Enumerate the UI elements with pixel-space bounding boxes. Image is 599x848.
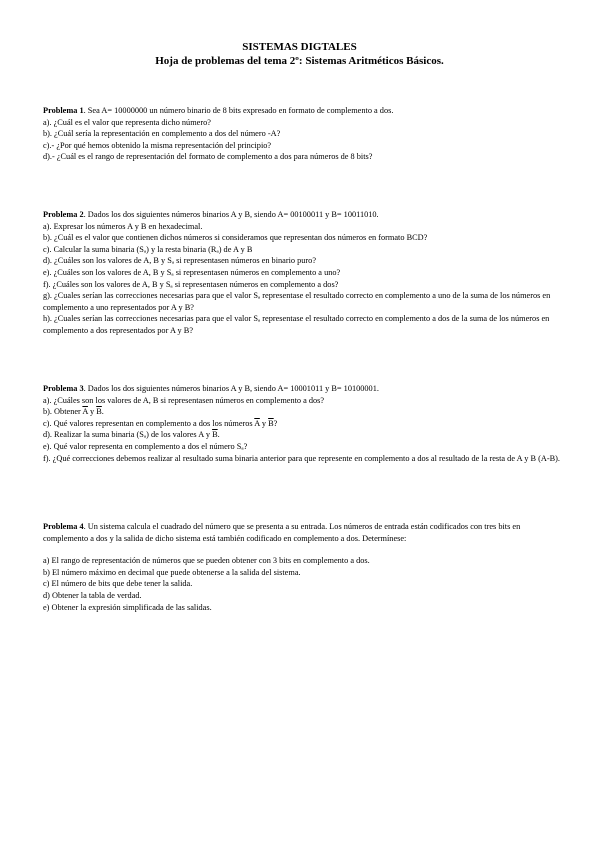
problem-3-item-e: e). Qué valor representa en complemento a dos el número Sₐ? [43,441,248,451]
problem-4 [43,521,563,613]
problem-4-item-a: a) El rango de representación de números que se pueden obtener con 3 bits en complemento a dos. [43,556,370,566]
problem-3 [43,383,563,464]
document-header [0,40,599,68]
problem-3-item-d-text: d). Realizar la suma binaria (Sₐ) de los valores A y [43,430,213,440]
problem-3-item-d [43,429,563,441]
problem-2-item-h: h). ¿Cuales serían las correcciones necesarias para que el valor Sₐ representase el resultado correcto en complemento a dos de la suma de los números en complemento a dos representados por A y B? [43,314,550,335]
problem-1-intro [43,105,563,117]
problem-1-intro-text: . Sea A= 10000000 un número binario de 8 bits expresado en formato de complemento a dos. [83,106,394,115]
problem-1-item-a: a). ¿Cuál es el valor que representa dicho número? [43,117,211,127]
problem-1-item-b: b). ¿Cuál sería la representación en complemento a dos del número -A? [43,129,281,139]
problem-4-label: Problema 4 [43,522,84,531]
punctuation: . [217,430,220,440]
problem-3-label: Problema 3 [43,384,84,393]
document-title: SISTEMAS DIGTALES [242,41,357,53]
problem-2-intro-text: . Dados los dos siguientes números binarios A y B, siendo A= 00100011 y B= 10011010. [83,210,379,219]
problem-2-item-c: c). Calcular la suma binaria (Sₐ) y la resta binaria (Rₐ) de A y B [43,244,253,254]
negated-b: $\overline{B}$ [212,430,218,440]
negated-b: $\overline{B}$ [96,407,102,417]
problem-4-item-c: c) El número de bits que debe tener la salida. [43,579,193,589]
negated-b: $\overline{B}$ [268,418,274,428]
problem-3-item-b [43,406,563,418]
problem-3-item-c [43,418,563,430]
problem-2-intro [43,209,563,221]
problem-1-item-d: d).- ¿Cuál es el rango de representación del formato de complemento a dos para números de 8 bits? [43,152,373,162]
problem-2-item-b: b). ¿Cuál es el valor que contienen dichos números si consideramos que representan dos números en formato BCD? [43,233,428,243]
problem-1-item-c: c).- ¿Por qué hemos obtenido la misma representación del principio? [43,140,272,150]
conjunction: y [87,407,97,417]
problem-4-intro [43,521,563,544]
problem-2 [43,209,563,337]
problem-3-item-b-text: b). Obtener [43,407,83,417]
problem-1-label: Problema 1 [43,106,84,115]
negated-a: $\overline{A}$ [254,418,260,428]
problem-1 [43,105,563,163]
problem-3-item-a: a). ¿Cuáles son los valores de A, B si representasen números en complemento a dos? [43,395,325,405]
punctuation: ? [273,418,278,428]
problem-3-item-c-text: c). Qué valores representan en complemento a dos los números [43,418,255,428]
problem-2-item-d: d). ¿Cuáles son los valores de A, B y Sₐ si representasen números en binario puro? [43,256,317,266]
problem-4-intro-text: . Un sistema calcula el cuadrado del número que se presenta a su entrada. Los números de entrada están codificados con tres bits en complemento a dos y la salida de dicho sistema está también codificado en complemento a dos. Determínese: [43,522,521,543]
document-subtitle: Hoja de problemas del tema 2º: Sistemas Aritméticos Básicos. [155,55,444,67]
problem-2-label: Problema 2 [43,210,84,219]
problem-3-intro-text: . Dados los dos siguientes números binarios A y B, siendo A= 10001011 y B= 10100001. [83,384,379,393]
problem-3-intro [43,383,563,395]
problem-4-item-b: b) El número máximo en decimal que puede obtenerse a la salida del sistema. [43,567,301,577]
problem-3-item-f: f). ¿Qué correcciones debemos realizar al resultado suma binaria anterior para que represente en complemento a dos al resultado de la resta de A y B (A-B). [43,453,560,463]
problem-4-item-e: e) Obtener la expresión simplificada de las salidas. [43,602,212,612]
negated-a: $\overline{A}$ [82,407,88,417]
punctuation: . [101,407,104,417]
problem-2-item-e: e). ¿Cuáles son los valores de A, B y Sₐ si representasen números en complemento a uno? [43,267,341,277]
problem-2-item-f: f). ¿Cuáles son los valores de A, B y Sₐ si representasen números en complemento a dos? [43,279,339,289]
problem-2-item-g: g). ¿Cuales serían las correcciones necesarias para que el valor Sₐ representase el resultado correcto en complemento a uno de la suma de los números en complemento a uno representados por A y B? [43,291,551,312]
problem-2-item-a: a). Expresar los números A y B en hexadecimal. [43,221,203,231]
spacer [43,544,563,555]
conjunction: y [259,418,269,428]
problem-4-item-d: d) Obtener la tabla de verdad. [43,590,142,600]
